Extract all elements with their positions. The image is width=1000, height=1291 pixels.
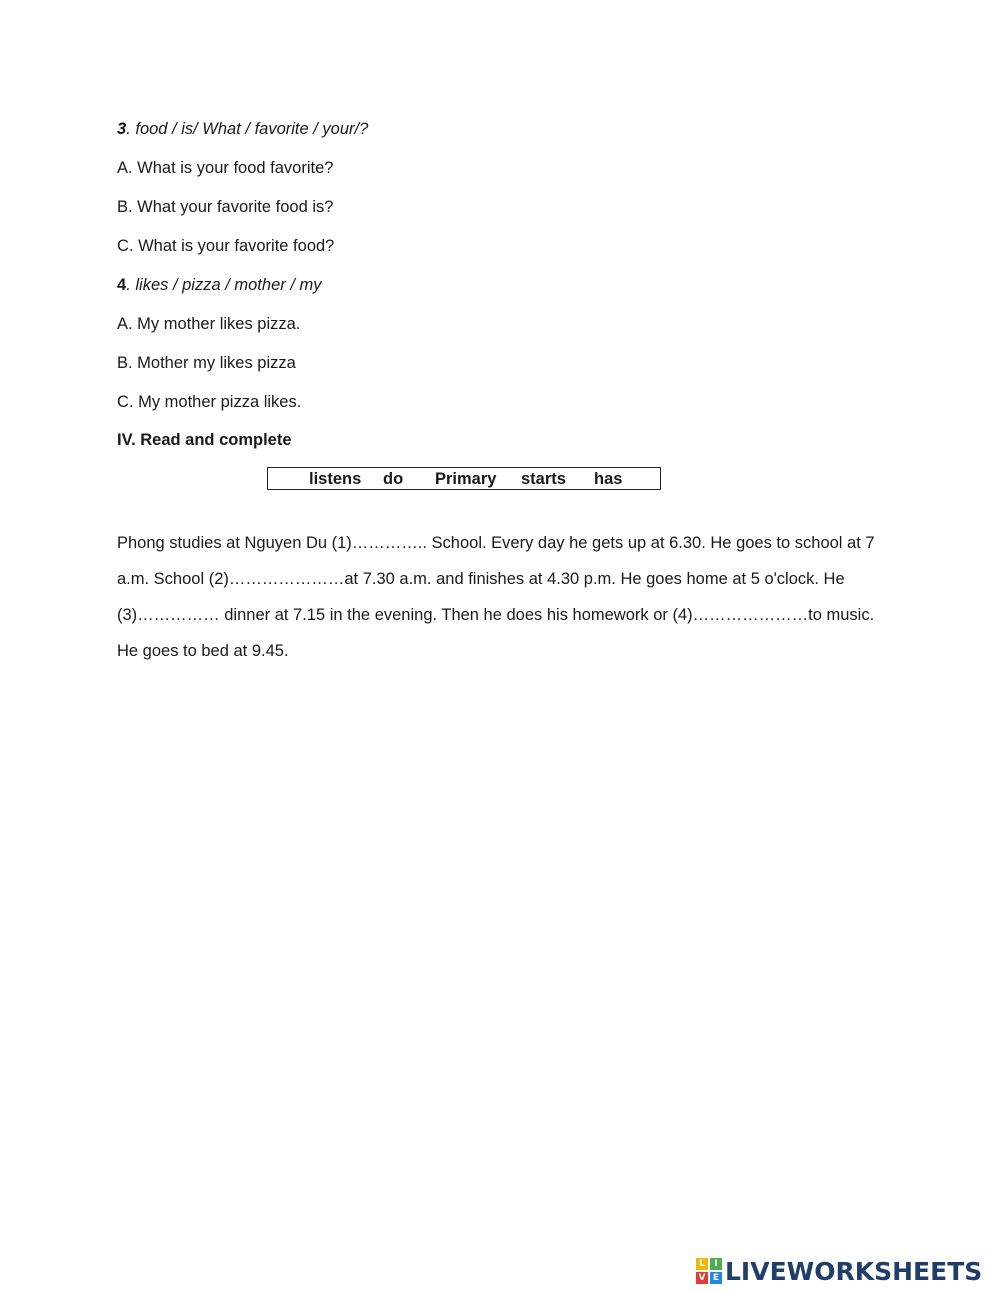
word-bank-item: listens: [309, 470, 362, 488]
liveworksheets-logo: [696, 1256, 982, 1286]
word-bank-item: has: [594, 470, 623, 488]
passage-line-3: (3)…………… dinner at 7.15 in the evening. Then he does his homework or (4)…………………to music.: [117, 606, 875, 624]
question-number: 3: [117, 120, 127, 138]
question-4-option-c: C. My mother pizza likes.: [117, 393, 302, 411]
question-words: . food / is/ What / favorite / your/?: [126, 120, 369, 138]
logo-mark-cell: I: [710, 1258, 722, 1270]
logo-text: LIVEWORKSHEETS: [725, 1256, 983, 1286]
logo-mark-cell: L: [696, 1258, 708, 1270]
word-bank: [267, 467, 661, 490]
question-3-option-b: B. What your favorite food is?: [117, 198, 334, 216]
word-bank-item: do: [383, 470, 404, 488]
question-words: . likes / pizza / mother / my: [126, 276, 322, 294]
section-title: IV. Read and complete: [117, 431, 292, 449]
question-4-option-b: B. Mother my likes pizza: [117, 354, 296, 372]
word-bank-item: starts: [521, 470, 566, 488]
question-3-option-c: C. What is your favorite food?: [117, 237, 335, 255]
word-bank-item: Primary: [435, 470, 497, 488]
question-3-prompt: [117, 118, 368, 140]
passage-line-1: Phong studies at Nguyen Du (1)………….. School. Every day he gets up at 6.30. He goes to school at 7: [117, 534, 875, 552]
passage-line-4: He goes to bed at 9.45.: [117, 642, 289, 660]
question-4-option-a: A. My mother likes pizza.: [117, 315, 301, 333]
question-number: 4: [117, 276, 127, 294]
question-4-prompt: [117, 274, 322, 296]
question-3-option-a: A. What is your food favorite?: [117, 159, 334, 177]
logo-mark-cell: E: [710, 1272, 722, 1284]
logo-mark-cell: V: [696, 1272, 708, 1284]
logo-mark-icon: [696, 1258, 722, 1284]
passage-line-2: a.m. School (2)…………………at 7.30 a.m. and finishes at 4.30 p.m. He goes home at 5 o'clock. He: [117, 570, 845, 588]
